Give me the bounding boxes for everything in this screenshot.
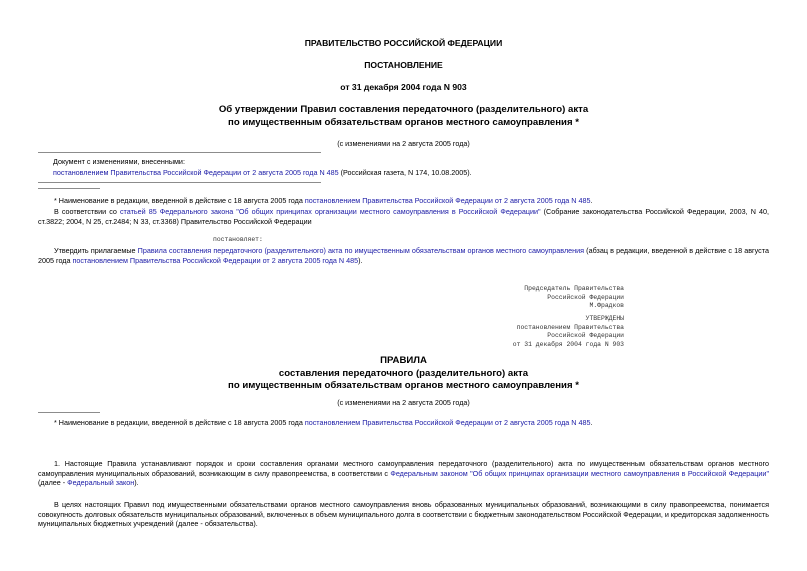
rules-footnote-decree-link[interactable]: постановлением Правительства Российской Федерации от 2 августа 2005 года N 485: [304, 418, 591, 427]
signature-country: Российской Федерации: [547, 293, 624, 301]
signature-block: [470, 285, 624, 311]
footnote-text: * Наименование в редакции, введенной в действие с 18 августа 2005 года: [54, 196, 305, 205]
amending-decree-link[interactable]: постановлением Правительства Российской Федерации от 2 августа 2005 года N 485: [72, 255, 359, 265]
rules-footnote-separator: [38, 412, 100, 413]
amendments-entry: [53, 168, 472, 178]
document-title-line-2: по имущественным обязательствам органов местного самоуправления *: [228, 117, 579, 128]
signature-name: М.Фрадков: [589, 302, 624, 310]
federal-law-link[interactable]: Федеральным законом "Об общих принципах организации местного самоуправления в Российской Федерации": [390, 468, 769, 478]
amendments-bottom-rule: [38, 182, 321, 183]
issuer-heading: ПРАВИТЕЛЬСТВО РОССИЙСКОЙ ФЕДЕРАЦИИ: [304, 38, 503, 48]
amendment-source: (Российская газета, N 174, 10.08.2005).: [338, 168, 472, 177]
rules-item-1: 1. Настоящие Правила устанавливают порядок и сроки составления органами местного самоуправления передаточного (разделительного) акта по имущественным обязательствам органов местного самоуправления муниципальных образований, возникающим в силу правопреемства, в соответствии с Федеральным законом "Об общих принципах организации местного самоуправления в Российской Федерации" (далее - Федеральный закон).: [38, 459, 769, 488]
changes-note: (с изменениями на 2 августа 2005 года): [337, 139, 470, 148]
decrees-word: постановляет:: [213, 236, 263, 243]
footnote-separator: [38, 188, 100, 189]
rules-title-line-3: по имущественным обязательствам органов местного самоуправления *: [228, 380, 579, 391]
document-title-line-1: Об утверждении Правил составления передаточного (разделительного) акта: [218, 104, 589, 115]
rules-changes-note: (с изменениями на 2 августа 2005 года): [337, 398, 470, 407]
amendments-top-rule: [38, 152, 321, 153]
footnote-decree-link[interactable]: постановлением Правительства Российской Федерации от 2 августа 2005 года N 485: [304, 196, 591, 205]
rules-item-1-paragraph-2: В целях настоящих Правил под имущественными обязательствами органов местного самоуправления вновь образованных муниципальных образований, возникающими в силу правопреемства, понимается совокупность долговых обязательств муниципальных образований, включенных в объем муниципального долга в соответствии с бюджетным законодательством Российской Федерации, и кредиторская задолженность муниципальных бюджетных учреждений (далее - обязательства).: [38, 500, 769, 529]
amendment-decree-link[interactable]: постановлением Правительства Российской Федерации от 2 августа 2005 года N 485: [53, 168, 339, 177]
document-date-number: от 31 декабря 2004 года N 903: [340, 82, 467, 92]
title-footnote: * Наименование в редакции, введенной в действие с 18 августа 2005 года постановлением Правительства Российской Федерации от 2 августа 2005 года N 485.: [54, 196, 593, 205]
federal-law-article-link[interactable]: статьей 85 Федерального закона "Об общих принципах организации местного самоуправления в Российской Федерации": [119, 207, 541, 216]
rules-title-line-2: составления передаточного (разделительного) акта: [278, 368, 529, 379]
amendments-intro: Документ с изменениями, внесенными:: [53, 157, 185, 166]
signature-position: Председатель Правительства: [524, 285, 624, 292]
federal-law-short-link[interactable]: Федеральный закон: [67, 478, 135, 488]
document-type-heading: ПОСТАНОВЛЕНИЕ: [364, 60, 443, 70]
preamble-paragraph: В соответствии со статьей 85 Федерального закона "Об общих принципах организации местного самоуправления в Российской Федерации" (Собрание законодательства Российской Федерации, 2003, N 40, ст.3822; 2004, N 25, ст.2484; N 33, ст.3368) Правительство Российской Федерации: [38, 207, 769, 226]
rules-link[interactable]: Правила составления передаточного (разделительного) акта по имущественным обязательствам органов местного самоуправления: [137, 246, 585, 255]
rules-heading: ПРАВИЛА: [380, 355, 427, 366]
rules-title-footnote: * Наименование в редакции, введенной в действие с 18 августа 2005 года постановлением Правительства Российской Федерации от 2 августа 2005 года N 485.: [54, 418, 593, 427]
approval-stamp: УТВЕРЖДЕНЫ постановлением Правительства Российской Федерации от 31 декабря 2004 года N 903: [512, 315, 624, 348]
approve-paragraph: Утвердить прилагаемые Правила составления передаточного (разделительного) акта по имущественным обязательствам органов местного самоуправления (абзац в редакции, введенной в действие с 18 августа 2005 года постановлением Правительства Российской Федерации от 2 августа 2005 года N 485).: [38, 246, 769, 265]
